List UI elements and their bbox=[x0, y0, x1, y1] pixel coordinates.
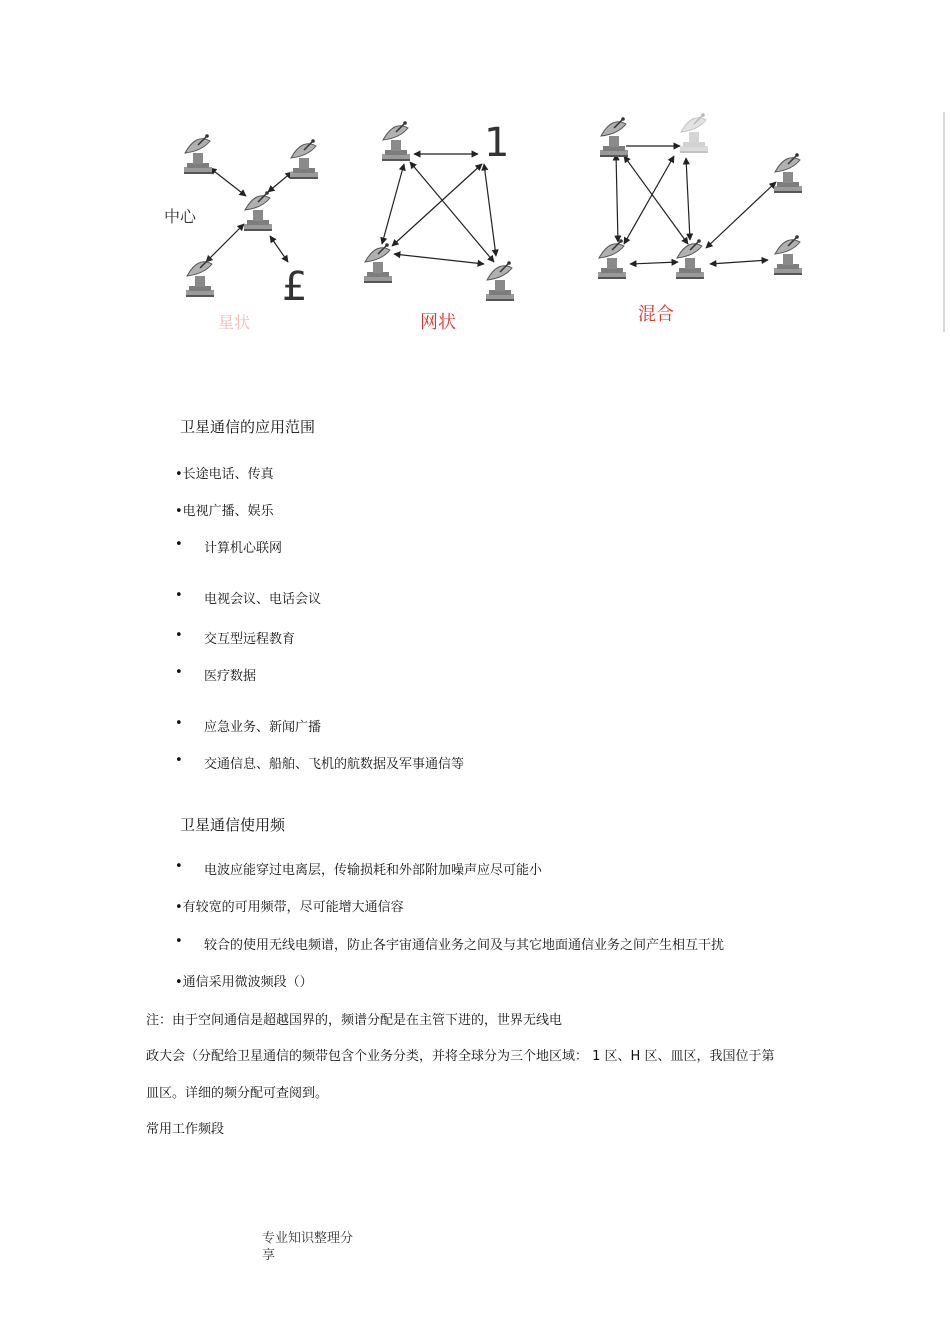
mesh-link-5 bbox=[484, 164, 496, 256]
hybrid-link-7 bbox=[706, 182, 776, 248]
satellite-dish-icon bbox=[184, 134, 212, 174]
bullet-icon: • bbox=[175, 665, 183, 680]
bullet-icon: • bbox=[175, 628, 183, 643]
list-item: 电波应能穿过电离层，传输损耗和外部附加噪声应尽可能小 bbox=[204, 863, 543, 878]
satellite-dish-icon bbox=[186, 257, 214, 297]
footer-line-2: 享 bbox=[262, 1248, 276, 1263]
mesh-link-3 bbox=[410, 162, 494, 262]
list-item: • 有较宽的可用频带，尽可能增大通信容 bbox=[175, 896, 404, 915]
note-line-3: 皿区。详细的频分配可查阅到。 bbox=[146, 1086, 329, 1101]
section1-title: 卫星通信的应用范围 bbox=[180, 418, 316, 436]
satellite-dish-icon bbox=[290, 139, 318, 179]
hybrid-caption: 混合 bbox=[638, 304, 674, 325]
star-topology bbox=[206, 168, 292, 262]
bullet-icon: • bbox=[175, 537, 183, 552]
star-caption: 星状 bbox=[218, 313, 251, 332]
satellite-dish-icon bbox=[774, 235, 802, 275]
list-item: • 长途电话、传真 bbox=[175, 463, 274, 482]
bullet-icon: • bbox=[175, 716, 183, 731]
star-center-label: 中心 bbox=[164, 207, 197, 226]
note-line-1: 注：由于空间通信是超越国界的，频谱分配是在主管下进的，世界无线电 bbox=[146, 1013, 563, 1028]
bullet-icon: • bbox=[175, 753, 183, 768]
mesh-topology bbox=[382, 154, 496, 264]
faded-node bbox=[680, 113, 708, 153]
satellite-dish-icon bbox=[486, 261, 514, 301]
star-link-4 bbox=[270, 236, 288, 262]
list-item: 较合的使用无线电频谱，防止各宇宙通信业务之间及与其它地面通信业务之间产生相互干扰 bbox=[204, 938, 725, 953]
list-item: 医疗数据 bbox=[204, 669, 257, 684]
hybrid-link-6 bbox=[630, 262, 678, 264]
list-item: 应急业务、新闻广播 bbox=[204, 720, 322, 735]
page-edge-line bbox=[943, 112, 945, 332]
star-link-2 bbox=[268, 172, 292, 192]
bullet-icon: • bbox=[175, 859, 183, 874]
mesh-glyph: 1 bbox=[484, 120, 510, 166]
star-link-1 bbox=[210, 168, 246, 196]
list-item: 计算机心联网 bbox=[204, 541, 283, 556]
note-line-2: 政大会（分配给卫星通信的频带包含个业务分类，并将全球分为三个地区域： 1 区、H 区、皿区，我国位于第 bbox=[146, 1049, 775, 1064]
star-glyph: £ bbox=[282, 264, 308, 310]
star-link-3 bbox=[206, 224, 244, 262]
section2-title: 卫星通信使用频 bbox=[180, 816, 286, 834]
mesh-link-6 bbox=[394, 254, 484, 264]
list-item: • 通信采用微波频段（） bbox=[175, 971, 313, 990]
list-item: 交通信息、船舶、飞机的航数据及军事通信等 bbox=[204, 757, 465, 772]
list-item: • 电视广播、娱乐 bbox=[175, 500, 274, 519]
satellite-dish-icon bbox=[364, 243, 392, 283]
satellite-dish-icon bbox=[598, 239, 626, 279]
satellite-dish-icon bbox=[382, 121, 410, 161]
hybrid-link-4 bbox=[624, 156, 674, 244]
satellite-dish-icon bbox=[774, 153, 802, 193]
list-item: 电视会议、电话会议 bbox=[204, 592, 322, 607]
list-item: 交互型远程教育 bbox=[204, 632, 296, 647]
footer bbox=[262, 1230, 353, 1264]
satellite-dish-icon bbox=[676, 239, 704, 279]
network-topology-diagrams bbox=[0, 0, 950, 340]
mesh-link-2 bbox=[382, 164, 404, 244]
bullet-icon: • bbox=[175, 588, 183, 603]
hybrid-link-8 bbox=[710, 260, 768, 264]
note-line-4: 常用工作频段 bbox=[146, 1122, 225, 1137]
hybrid-link-5 bbox=[686, 158, 690, 240]
satellite-dish-icon bbox=[600, 117, 628, 157]
satellite-dish-icon bbox=[244, 191, 272, 231]
hybrid-link-2 bbox=[616, 154, 618, 242]
bullet-icon: • bbox=[175, 934, 183, 949]
mesh-caption: 网状 bbox=[420, 312, 456, 333]
hybrid-link-3 bbox=[624, 156, 688, 244]
mesh-link-4 bbox=[392, 164, 482, 246]
footer-line-1: 专业知识整理分 bbox=[262, 1231, 354, 1246]
